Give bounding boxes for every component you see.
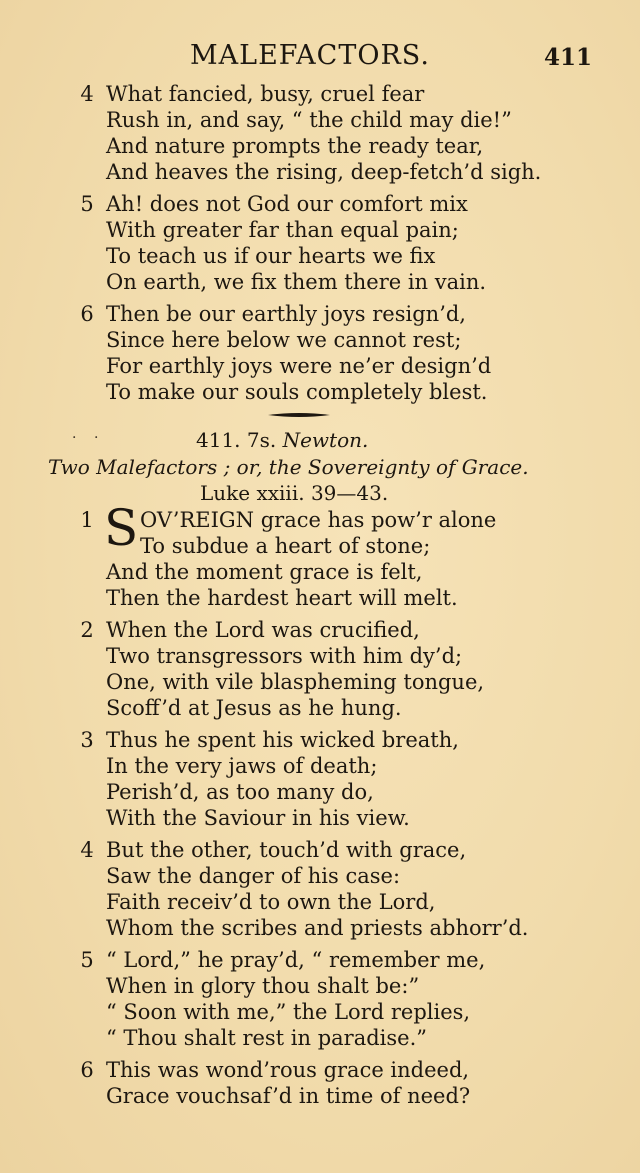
verse-line: Grace vouchsaf’d in time of need? [106,1084,471,1108]
verse-line: One, with vile blaspheming tongue, [106,670,485,694]
verse-line: Whom the scribes and priests abhorr’d. [106,916,529,940]
verse-line: What fancied, busy, cruel fear [106,82,425,106]
page-number: 411 [544,44,593,71]
hymn-scripture: Luke xxiii. 39—43. [200,481,389,505]
verse-line: And heaves the rising, deep-fetch’d sigh. [106,160,542,184]
verse-line: On earth, we fix them there in vain. [106,270,487,294]
verse-line: This was wond’rous grace indeed, [106,1058,470,1082]
verse-line: To teach us if our hearts we fix [106,244,436,268]
verse-line: To make our souls completely blest. [106,380,488,404]
hymn-number-meter: 411. 7s. [196,428,277,452]
stanza-number: 6 [80,302,94,326]
verse-line: Then be our earthly joys resign’d, [106,302,466,326]
stanza-number: 4 [80,82,94,106]
section-divider [268,412,330,418]
verse-line: And nature prompts the ready tear, [106,134,484,158]
verse-line: When in glory thou shalt be:” [106,974,420,998]
verse-line: But the other, touch’d with grace, [106,838,467,862]
verse-line: Perish’d, as too many do, [106,780,374,804]
hymn-title: Two Malefactors ; or, the Sovereignty of Grace. [48,455,529,479]
stanza-number: 5 [80,948,94,972]
running-title: MALEFACTORS. [190,40,430,71]
verse-line: Two transgressors with him dy’d; [106,644,463,668]
verse-line: Scoff’d at Jesus as he hung. [106,696,402,720]
verse-line: And the moment grace is felt, [106,560,423,584]
verse-line: OV’REIGN grace has pow’r alone [140,508,497,532]
stray-mark: · [94,430,99,446]
stray-mark: · [72,430,77,446]
verse-line: “ Soon with me,” the Lord replies, [106,1000,471,1024]
verse-line: With greater far than equal pain; [106,218,459,242]
verse-line: When the Lord was crucified, [106,618,420,642]
verse-line: With the Saviour in his view. [106,806,410,830]
verse-line: For earthly joys were ne’er design’d [106,354,492,378]
verse-line: Faith receiv’d to own the Lord, [106,890,436,914]
stanza-number: 3 [80,728,94,752]
stanza-number: 2 [80,618,94,642]
stanza-number: 6 [80,1058,94,1082]
hymn-header [196,428,368,452]
stanza-number: 4 [80,838,94,862]
drop-cap: S [104,499,139,557]
verse-line: Ah! does not God our comfort mix [106,192,468,216]
verse-line: “ Thou shalt rest in paradise.” [106,1026,428,1050]
verse-line: Saw the danger of his case: [106,864,401,888]
verse-line: Rush in, and say, “ the child may die!” [106,108,512,132]
stanza-number: 5 [80,192,94,216]
verse-line: Since here below we cannot rest; [106,328,462,352]
verse-line: To subdue a heart of stone; [140,534,431,558]
verse-line: Then the hardest heart will melt. [106,586,458,610]
stanza-number: 1 [80,508,94,532]
verse-line: Thus he spent his wicked breath, [106,728,459,752]
verse-line: “ Lord,” he pray’d, “ remember me, [106,948,486,972]
hymn-author: Newton. [282,428,369,452]
verse-line: In the very jaws of death; [106,754,378,778]
